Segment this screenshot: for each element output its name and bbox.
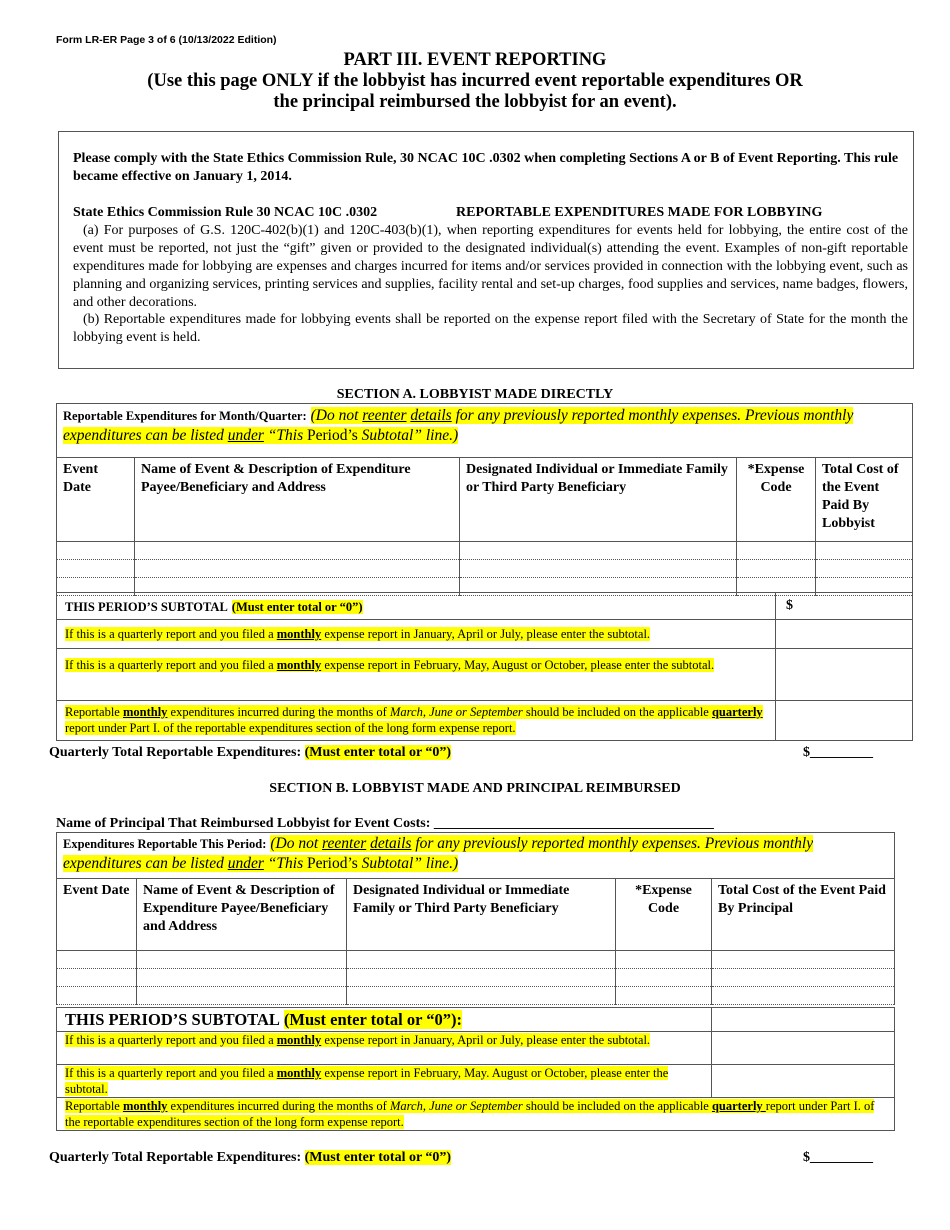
table-row[interactable]: [57, 951, 895, 969]
cell-input[interactable]: [737, 560, 816, 578]
cell-input[interactable]: [816, 560, 913, 578]
rule-paragraph-a: (a) For purposes of G.S. 120C-402(b)(1) and 120C-403(b)(1), when reporting expenditures for events held for lobbying, the entire cost of the event must be reported, not just the “gift” given or provided to the designated individual(s) attending the event. Examples of non-gift reportable expenditures made for lobbying are expenses and charges incurred for items and/or services provided in connection with the lobbying event, such as planning and organizing services, printing services and supplies, facility rental and set-up charges, food supplies and services, name badges, flowers, and other decorations.: [73, 223, 908, 310]
part-title: [0, 50, 950, 113]
quarterly-total-note: (Must enter total or “0”): [304, 745, 452, 760]
part-title-line2: (Use this page ONLY if the lobbyist has incurred event reportable expenditures OR: [147, 71, 803, 91]
cell-input[interactable]: [737, 542, 816, 560]
cell-input[interactable]: [712, 951, 895, 969]
cell-input[interactable]: [347, 969, 616, 987]
cell-input[interactable]: [616, 987, 712, 1005]
cell-input[interactable]: [460, 542, 737, 560]
cell-input[interactable]: [816, 542, 913, 560]
feb-may-aug-oct-subtotal-field[interactable]: [776, 649, 913, 701]
section-a-jan-apr-jul-note: If this is a quarterly report and you filed a monthly expense report in January, April or July, please enter the subtotal.: [57, 620, 776, 649]
subtotal-label: THIS PERIOD’S SUBTOTAL: [65, 600, 228, 614]
table-row[interactable]: [57, 987, 895, 1005]
cell-input[interactable]: [57, 969, 137, 987]
cell-input[interactable]: [616, 969, 712, 987]
subtotal-note: (Must enter total or “0”):: [283, 1010, 462, 1029]
section-b-quarterly-total: [49, 1150, 451, 1166]
col-designated-individual: Designated Individual or Immediate Family or Third Party Beneficiary: [347, 879, 616, 951]
section-a-instruction: (Do not reenter details for any previously reported monthly expenses. Previous monthly expenditures can be listed under “This Period’s Subtotal” line.): [63, 407, 854, 444]
section-a-table: [56, 403, 913, 596]
table-row[interactable]: [57, 560, 913, 578]
section-a-quarterly-note: Reportable monthly expenditures incurred during the months of March, June or September should be included on the applicable quarterly report under Part I. of the reportable expenditures section of the long form expense report.: [57, 701, 776, 741]
cell-input[interactable]: [57, 560, 135, 578]
col-event-name: Name of Event & Description of Expenditure Payee/Beneficiary and Address: [135, 458, 460, 542]
section-b-title: SECTION B. LOBBYIST MADE AND PRINCIPAL REIMBURSED: [269, 781, 681, 796]
subtotal-amount-field[interactable]: [776, 593, 913, 620]
cell-input[interactable]: [57, 987, 137, 1005]
table-row[interactable]: [57, 542, 913, 560]
cell-input[interactable]: [57, 951, 137, 969]
col-expense-code: *Expense Code: [737, 458, 816, 542]
quarterly-note-blank-cell: [776, 701, 913, 741]
cell-input[interactable]: [135, 542, 460, 560]
part-title-line1: PART III. EVENT REPORTING: [343, 50, 607, 70]
section-a-feb-may-aug-oct-note: If this is a quarterly report and you filed a monthly expense report in February, May, August or October, please enter the subtotal.: [57, 649, 776, 701]
rule-title: State Ethics Commission Rule 30 NCAC 10C .0302: [73, 205, 378, 220]
subtotal-amount-field[interactable]: [712, 1008, 895, 1032]
section-a-label: Reportable Expenditures for Month/Quarter:: [63, 409, 307, 423]
section-b-note: [57, 833, 895, 879]
jan-apr-jul-subtotal-field[interactable]: [712, 1032, 895, 1065]
section-a-note: [57, 404, 913, 458]
cell-input[interactable]: [460, 560, 737, 578]
section-a-subtotal: [57, 593, 776, 620]
rule-paragraph-b: (b) Reportable expenditures made for lobbying events shall be reported on the expense report filed with the Secretary of State for the month the lobbying event is held.: [73, 312, 908, 345]
principal-name-label: Name of Principal That Reimbursed Lobbyist for Event Costs:: [56, 816, 431, 831]
section-b-subtotal: [57, 1008, 712, 1032]
col-expense-code: *Expense Code: [616, 879, 712, 951]
col-total-cost: Total Cost of the Event Paid By Principal: [712, 879, 895, 951]
cell-input[interactable]: [137, 969, 347, 987]
section-a-quarterly-total-field[interactable]: $_________: [803, 745, 873, 760]
cell-input[interactable]: [347, 951, 616, 969]
col-total-cost: Total Cost of the Event Paid By Lobbyist: [816, 458, 913, 542]
section-a-quarterly-total: [49, 745, 451, 761]
quarterly-total-label: Quarterly Total Reportable Expenditures:: [49, 745, 302, 760]
col-event-date: Event Date: [57, 879, 137, 951]
rule-subtitle: REPORTABLE EXPENDITURES MADE FOR LOBBYING: [456, 205, 823, 220]
cell-input[interactable]: [137, 987, 347, 1005]
cell-input[interactable]: [712, 987, 895, 1005]
section-b-feb-may-aug-oct-note: If this is a quarterly report and you filed a monthly expense report in February, May. August or October, please enter the subtotal.: [57, 1065, 712, 1098]
quarterly-total-note: (Must enter total or “0”): [304, 1150, 452, 1165]
subtotal-note: (Must enter total or “0”): [231, 600, 363, 614]
section-b-jan-apr-jul-note: If this is a quarterly report and you filed a monthly expense report in January, April or July, please enter the subtotal.: [57, 1032, 712, 1065]
section-b-quarterly-note: Reportable monthly expenditures incurred during the months of March, June or September should be included on the applicable quarterly report under Part I. of the reportable expenditures section of the long form expense report.: [57, 1098, 895, 1131]
section-a-title: SECTION A. LOBBYIST MADE DIRECTLY: [336, 387, 614, 402]
part-title-line3: the principal reimbursed the lobbyist for an event).: [273, 92, 677, 112]
section-b-subtotal-table: [56, 1007, 895, 1131]
section-b-label: Expenditures Reportable This Period:: [63, 837, 267, 851]
table-row[interactable]: [57, 969, 895, 987]
col-event-name: Name of Event & Description of Expenditure Payee/Beneficiary and Address: [137, 879, 347, 951]
section-b-instruction: (Do not reenter details for any previously reported monthly expenses. Previous monthly expenditures can be listed under “This Period’s Subtotal” line.): [63, 835, 814, 872]
col-designated-individual: Designated Individual or Immediate Family or Third Party Beneficiary: [460, 458, 737, 542]
section-b-table: [56, 832, 895, 1005]
dollar-sign: $: [786, 598, 793, 613]
cell-input[interactable]: [616, 951, 712, 969]
subtotal-label: THIS PERIOD’S SUBTOTAL: [65, 1010, 280, 1029]
cell-input[interactable]: [137, 951, 347, 969]
compliance-notice: Please comply with the State Ethics Commission Rule, 30 NCAC 10C .0302 when completing Sections A or B of Event Reporting. This rule became effective on January 1, 2014.: [73, 151, 899, 184]
feb-may-aug-oct-subtotal-field[interactable]: [712, 1065, 895, 1098]
section-b-quarterly-total-field[interactable]: $_________: [803, 1150, 873, 1165]
jan-apr-jul-subtotal-field[interactable]: [776, 620, 913, 649]
quarterly-total-label: Quarterly Total Reportable Expenditures:: [49, 1150, 302, 1165]
cell-input[interactable]: [135, 560, 460, 578]
principal-name-field[interactable]: ________________________________________: [433, 816, 714, 831]
rule-heading: [73, 204, 908, 222]
form-id: Form LR-ER Page 3 of 6 (10/13/2022 Edition): [56, 34, 277, 46]
section-a-subtotal-table: [56, 592, 913, 741]
cell-input[interactable]: [57, 542, 135, 560]
cell-input[interactable]: [347, 987, 616, 1005]
col-event-date: Event Date: [57, 458, 135, 542]
principal-name-row: [56, 816, 714, 832]
cell-input[interactable]: [712, 969, 895, 987]
